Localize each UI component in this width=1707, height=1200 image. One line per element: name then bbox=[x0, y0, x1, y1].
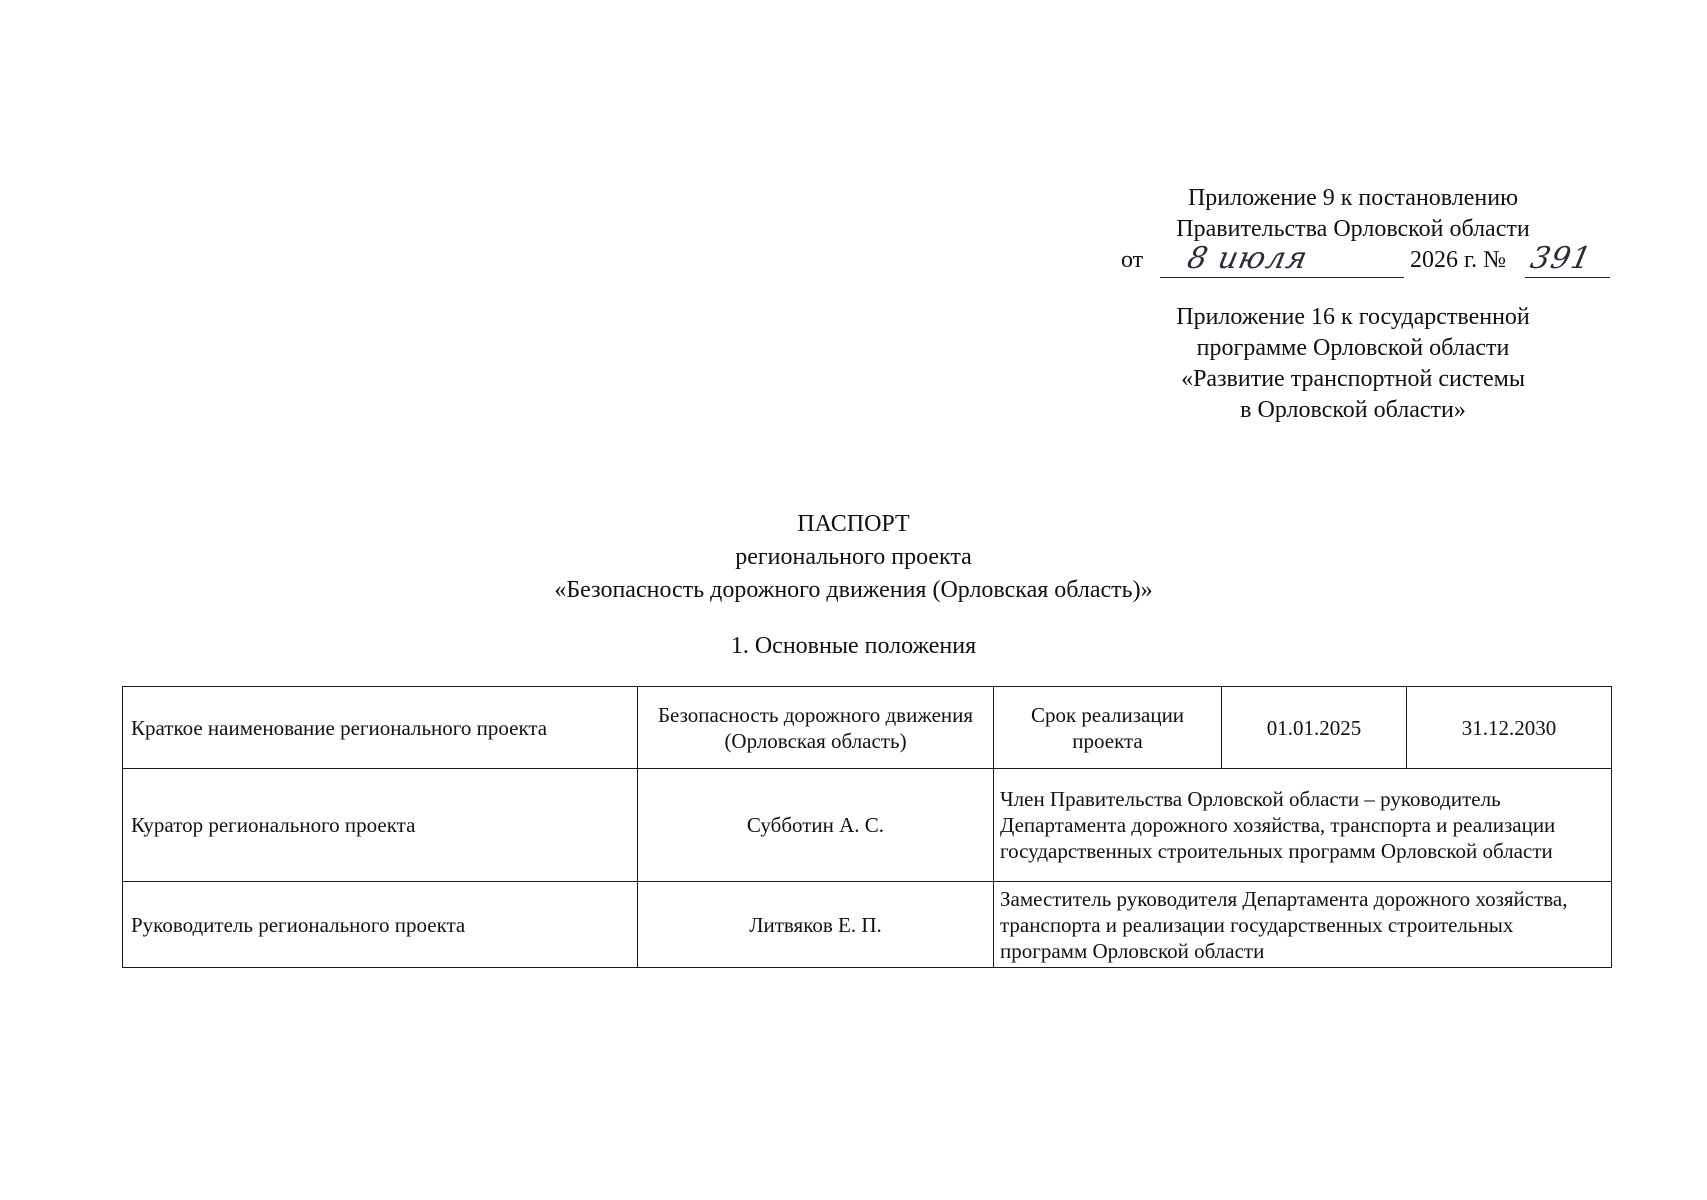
appendix-program-block bbox=[1080, 302, 1626, 426]
appendix-header bbox=[1080, 183, 1626, 426]
appendix-line-1: Приложение 9 к постановлению bbox=[1187, 185, 1519, 211]
row3-position: Заместитель руководителя Департамента дорожного хозяйства, транспорта и реализации государственных строительных программ Орловской области bbox=[994, 882, 1612, 968]
title-heading: ПАСПОРТ bbox=[797, 511, 910, 537]
row3-label: Руководитель регионального проекта bbox=[123, 882, 638, 968]
appendix2-line-2: программе Орловской области bbox=[1196, 335, 1510, 361]
title-subheading: регионального проекта bbox=[735, 544, 972, 570]
appendix-date-line bbox=[1080, 241, 1626, 278]
passport-table bbox=[122, 686, 1612, 968]
row1-start-date: 01.01.2025 bbox=[1222, 687, 1407, 769]
passport-title bbox=[0, 508, 1707, 607]
appendix2-line-4: в Орловской области» bbox=[1240, 397, 1466, 423]
date-prefix: от bbox=[1121, 247, 1144, 273]
section-heading: 1. Основные положения bbox=[730, 633, 977, 659]
number-field bbox=[1525, 241, 1610, 278]
table-row bbox=[123, 687, 1612, 769]
appendix2-line-3: «Развитие транспортной системы bbox=[1181, 366, 1525, 392]
title-project-name: «Безопасность дорожного движения (Орловская область)» bbox=[554, 577, 1153, 603]
table-row bbox=[123, 769, 1612, 882]
table-row bbox=[123, 882, 1612, 968]
row1-term-label: Срок реализации проекта bbox=[994, 687, 1222, 769]
row2-label: Куратор регионального проекта bbox=[123, 769, 638, 882]
appendix-line-2: Правительства Орловской области bbox=[1176, 216, 1530, 242]
row1-label: Краткое наименование регионального проекта bbox=[123, 687, 638, 769]
row2-value: Субботин А. С. bbox=[638, 769, 994, 882]
row1-end-date: 31.12.2030 bbox=[1407, 687, 1612, 769]
row2-position: Член Правительства Орловской области – руководитель Департамента дорожного хозяйства, транспорта и реализации государственных строительных программ Орловской области bbox=[994, 769, 1612, 882]
year-text: 2026 г. № bbox=[1410, 247, 1507, 273]
appendix2-line-1: Приложение 16 к государственной bbox=[1176, 304, 1530, 330]
handwritten-number: 391 bbox=[1527, 241, 1595, 276]
row1-value: Безопасность дорожного движения (Орловская область) bbox=[638, 687, 994, 769]
handwritten-date: 8 июля bbox=[1184, 241, 1312, 276]
row3-value: Литвяков Е. П. bbox=[638, 882, 994, 968]
date-field bbox=[1160, 241, 1404, 278]
